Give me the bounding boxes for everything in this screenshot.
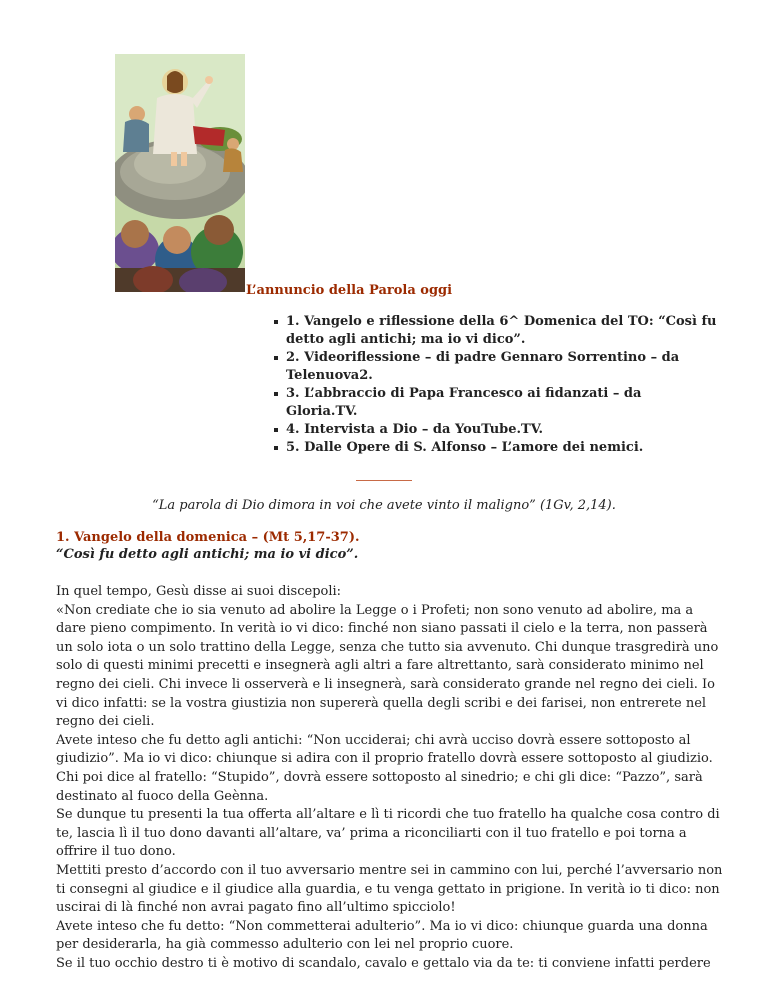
jesus-preaching-drawing	[115, 54, 245, 292]
gospel-text-line: regno dei cieli. Chi invece li osserverà e li insegnerà, sarà considerato grande nel regno dei cieli. Io	[56, 676, 716, 692]
page-title: L’annuncio della Parola oggi	[246, 283, 453, 298]
bullet-icon	[274, 428, 278, 432]
gospel-text-line: uscirai di là finché non avrai pagato fino all’ultimo spicciolo!	[56, 900, 456, 916]
scripture-quote: “La parola di Dio dimora in voi che avete vinto il maligno” (1Gv, 2,14).	[152, 498, 616, 513]
table-of-contents	[286, 313, 726, 457]
gospel-text-line: te, lascia lì il tuo dono davanti all’altare, va’ prima a riconciliarti con il tuo fratello e poi torna a	[56, 825, 687, 841]
gospel-text-line: per desiderarla, ha già commesso adulterio con lei nel proprio cuore.	[56, 937, 514, 953]
bullet-icon	[274, 392, 278, 396]
toc-item-abbraccio[interactable]	[286, 385, 726, 421]
gospel-text-line: offrire il tuo dono.	[56, 844, 176, 860]
gospel-text-line: Se il tuo occhio destro ti è motivo di scandalo, cavalo e gettalo via da te: ti conviene infatti perdere	[56, 955, 711, 971]
toc-item-intervista[interactable]	[286, 421, 726, 439]
gospel-text-line: vi dico infatti: se la vostra giustizia non supererà quella degli scribi e dei farisei, non entrerete nel	[56, 695, 707, 711]
section-subtitle: “Così fu detto agli antichi; ma io vi dico”.	[56, 547, 359, 562]
toc-item-videoriflessione[interactable]	[286, 349, 726, 385]
gospel-text-line: giudizio”. Ma io vi dico: chiunque si adira con il proprio fratello dovrà essere sottoposto al giudizio.	[56, 751, 713, 767]
gospel-text-line: Avete inteso che fu detto agli antichi: “Non ucciderai; chi avrà ucciso dovrà essere sottoposto al	[56, 732, 691, 748]
gospel-text-line: destinato al fuoco della Geènna.	[56, 788, 269, 804]
toc-item-opere[interactable]	[286, 439, 726, 457]
bullet-icon	[274, 320, 278, 324]
bullet-icon	[274, 356, 278, 360]
gospel-text-line: solo di questi minimi precetti e insegnerà agli altri a fare altrettanto, sarà considerato minimo nel	[56, 658, 704, 674]
toc-line: 1. Vangelo e riflessione della 6^ Domenica del TO: “Così fu	[286, 314, 717, 329]
gospel-text-line: Mettiti presto d’accordo con il tuo avversario mentre sei in cammino con lui, perché l’avversario non	[56, 862, 723, 878]
toc-item-vangelo[interactable]	[286, 313, 726, 349]
gospel-text-line: «Non crediate che io sia venuto ad abolire la Legge o i Profeti; non sono venuto ad abolire, ma a	[56, 602, 694, 618]
toc-line: detto agli antichi; ma io vi dico”.	[286, 332, 526, 347]
gospel-text-line: regno dei cieli.	[56, 714, 155, 730]
toc-line: 5. Dalle Opere di S. Alfonso – L’amore dei nemici.	[286, 440, 644, 455]
jesus-preaching-illustration	[115, 54, 245, 292]
toc-line: 4. Intervista a Dio – da YouTube.TV.	[286, 422, 544, 437]
bullet-icon	[274, 446, 278, 450]
toc-line: Gloria.TV.	[286, 404, 358, 419]
gospel-text-line: ti consegni al giudice e il giudice alla guardia, e tu venga gettato in prigione. In verità io ti dico: non	[56, 881, 720, 897]
toc-line: Telenuova2.	[286, 368, 373, 383]
separator-line	[356, 480, 412, 481]
toc-line: 3. L’abbraccio di Papa Francesco ai fidanzati – da	[286, 386, 642, 401]
gospel-text-line: Se dunque tu presenti la tua offerta all’altare e lì ti ricordi che tuo fratello ha qualche cosa contro di	[56, 807, 720, 823]
gospel-text-line: dare pieno compimento. In verità io vi dico: finché non siano passati il cielo e la terra, non passerà	[56, 621, 708, 637]
section-title: 1. Vangelo della domenica – (Mt 5,17-37).	[56, 530, 360, 545]
gospel-text	[56, 583, 723, 973]
gospel-text-line: Chi poi dice al fratello: “Stupido”, dovrà essere sottoposto al sinedrio; e chi gli dice: “Pazzo”, sarà	[56, 769, 703, 785]
gospel-text-line: In quel tempo, Gesù disse ai suoi discepoli:	[56, 584, 342, 599]
toc-line: 2. Videoriflessione – di padre Gennaro Sorrentino – da	[286, 350, 680, 365]
gospel-text-line: un solo iota o un solo trattino della Legge, senza che tutto sia avvenuto. Chi dunque trasgredirà uno	[56, 639, 719, 655]
gospel-text-line: Avete inteso che fu detto: “Non commetterai adulterio”. Ma io vi dico: chiunque guarda una donna	[56, 918, 708, 934]
